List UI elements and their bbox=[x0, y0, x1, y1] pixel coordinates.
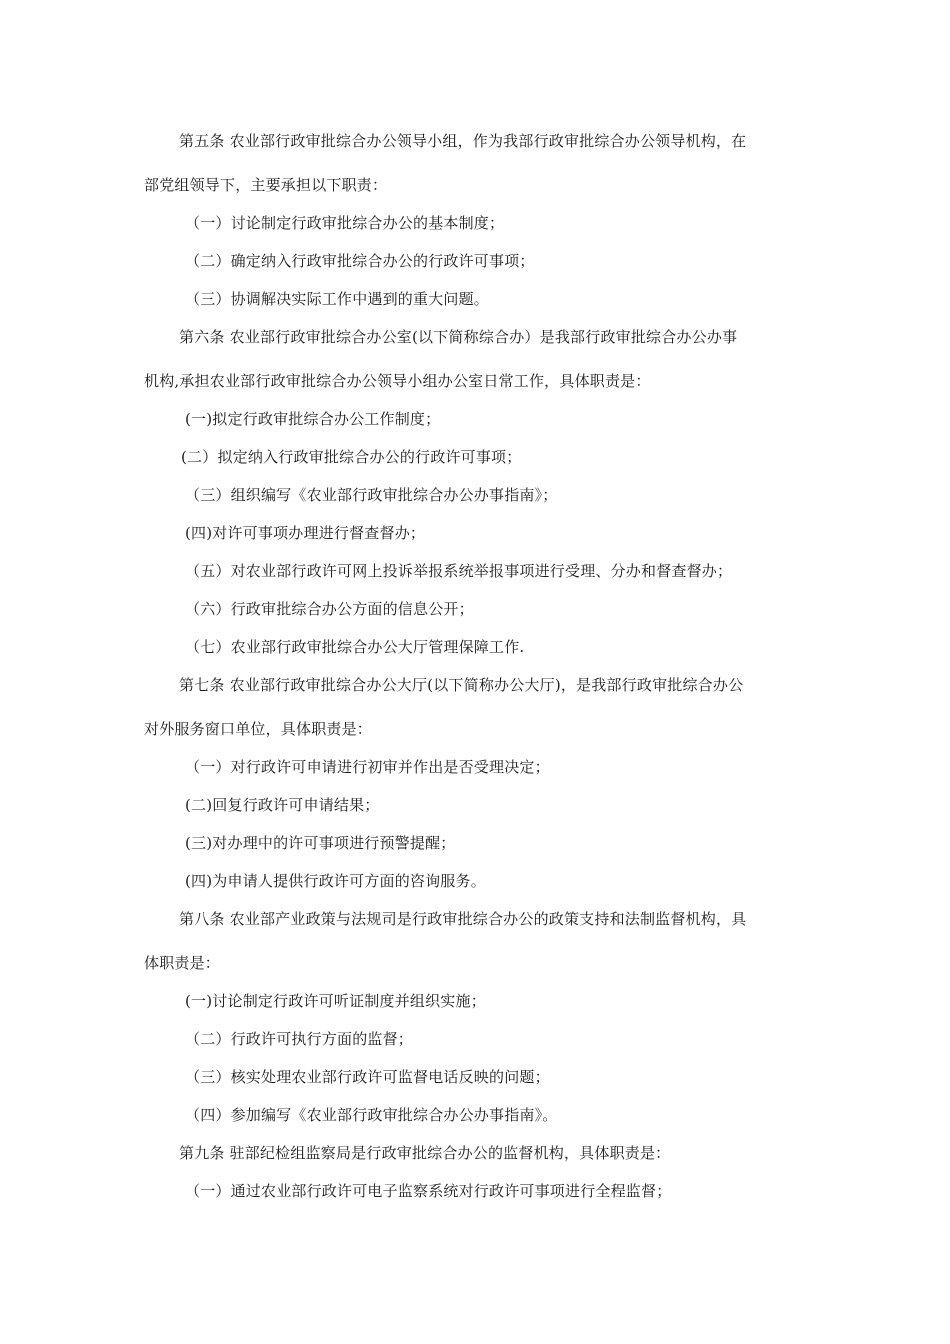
article-8-item-4: （四）参加编写《农业部行政审批综合办公办事指南》。 bbox=[185, 1106, 558, 1124]
article-7-item-4: (四)为申请人提供行政许可方面的咨询服务。 bbox=[185, 872, 486, 890]
article-5-item-3: （三）协调解决实际工作中遇到的重大问题。 bbox=[185, 290, 490, 308]
article-6-item-3: （三）组织编写《农业部行政审批综合办公办事指南》； bbox=[185, 486, 558, 504]
article-7-heading: 第七条 农业部行政审批综合办公大厅(以下简称办公大厅)，是我部行政审批综合办公 bbox=[179, 676, 744, 694]
article-7-item-2: (二)回复行政许可申请结果； bbox=[185, 796, 380, 814]
article-6-item-5: （五）对农业部行政许可网上投诉举报系统举报事项进行受理、分办和督查督办； bbox=[185, 562, 733, 580]
article-5-item-2: （二）确定纳入行政审批综合办公的行政许可事项； bbox=[185, 252, 535, 270]
article-8-continuation: 体职责是： bbox=[144, 954, 221, 972]
article-6-continuation: 机构,承担农业部行政审批综合办公领导小组办公室日常工作，具体职责是： bbox=[144, 372, 651, 390]
article-6-item-1: (一)拟定行政审批综合办公工作制度； bbox=[185, 410, 441, 428]
article-8-item-3: （三）核实处理农业部行政许可监督电话反映的问题； bbox=[185, 1068, 550, 1086]
article-7-continuation: 对外服务窗口单位，具体职责是： bbox=[144, 720, 373, 738]
article-5-heading: 第五条 农业部行政审批综合办公领导小组，作为我部行政审批综合办公领导机构，在 bbox=[179, 132, 747, 150]
article-7-item-3: (三)对办理中的许可事项进行预警提醒； bbox=[185, 834, 456, 852]
article-8-item-2: （二）行政许可执行方面的监督； bbox=[185, 1030, 414, 1048]
article-6-item-7: （七）农业部行政审批综合办公大厅管理保障工作. bbox=[185, 638, 525, 656]
article-9-heading: 第九条 驻部纪检组监察局是行政审批综合办公的监督机构，具体职责是： bbox=[179, 1144, 671, 1162]
article-5-continuation: 部党组领导下，主要承担以下职责： bbox=[144, 176, 388, 194]
article-6-item-6: （六）行政审批综合办公方面的信息公开； bbox=[185, 600, 474, 618]
article-5-item-1: （一）讨论制定行政审批综合办公的基本制度； bbox=[185, 214, 505, 232]
article-8-heading: 第八条 农业部产业政策与法规司是行政审批综合办公的政策支持和法制监督机构，具 bbox=[179, 910, 747, 928]
article-9-item-1: （一）通过农业部行政许可电子监察系统对行政许可事项进行全程监督； bbox=[185, 1182, 672, 1200]
article-8-item-1: (一)讨论制定行政许可听证制度并组织实施； bbox=[185, 992, 486, 1010]
article-7-item-1: （一）对行政许可申请进行初审并作出是否受理决定； bbox=[185, 758, 550, 776]
article-6-heading: 第六条 农业部行政审批综合办公室(以下简称综合办）是我部行政审批综合办公办事 bbox=[179, 328, 738, 346]
article-6-item-2: (二）拟定纳入行政审批综合办公的行政许可事项； bbox=[181, 448, 522, 466]
article-6-item-4: (四)对许可事项办理进行督查督办； bbox=[185, 524, 426, 542]
